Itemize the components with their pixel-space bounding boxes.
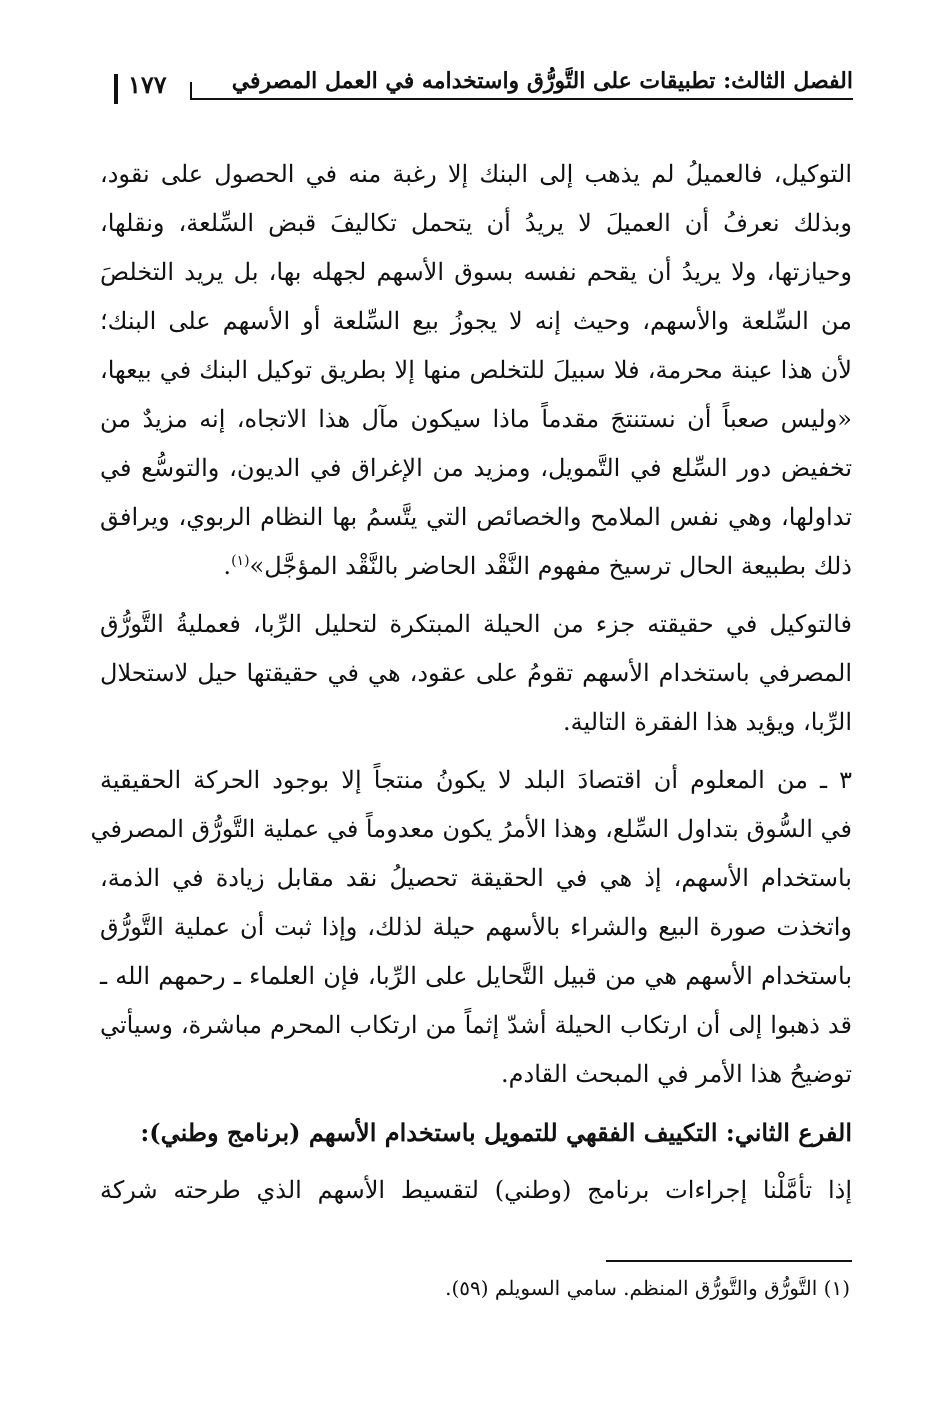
- text-line: باستخدام الأسهم هي من قبيل التَّحايل على الرِّبا، فإن العلماء ـ رحمهم الله ـ: [100, 962, 852, 990]
- paragraph-4: [100, 1166, 852, 1215]
- footnote-reference[interactable]: (١): [231, 553, 250, 569]
- page-number: ١٧٧: [128, 70, 167, 99]
- text-line-content: ذلك بطبيعة الحال ترسيخ مفهوم النَّقْد الحاضر بالنَّقْد المؤجَّل»: [249, 552, 852, 580]
- paragraph-1: [100, 150, 852, 591]
- text-line: لأن هذا عينة محرمة، فلا سبيلَ للتخلص منها إلا بطريق توكيل البنك في بيعها،: [100, 356, 852, 384]
- text-line: ٣ ـ من المعلوم أن اقتصادَ البلد لا يكونُ منتجاً إلا بوجود الحركة الحقيقية: [100, 766, 852, 794]
- header-rule: [190, 98, 853, 100]
- chapter-title: الفصل الثالث: تطبيقات على التَّورُّق واستخدامه في العمل المصرفي: [231, 68, 853, 94]
- sentence-end: .: [223, 552, 232, 580]
- text-line: تخفيض دور السِّلع في التَّمويل، ومزيد من الإغراق في الديون، والتوسُّع في: [100, 454, 852, 482]
- footnote-text: التَّورُّق والتَّورُّق المنظم. سامي السويلم (٥٩).: [445, 1276, 818, 1300]
- text-line: قد ذهبوا إلى أن ارتكاب الحيلة أشدّ إثماً من ارتكاب المحرم مباشرة، وسيأتي: [100, 1011, 852, 1039]
- text-line: تداولها، وهي نفس الملامح والخصائص التي يتَّسمُ بها النظام الربوي، ويرافق: [100, 503, 852, 531]
- footnote: [445, 1276, 850, 1300]
- text-line: من السِّلعة والأسهم، وحيث إنه لا يجوزُ بيع السِّلعة أو الأسهم على البنك؛: [100, 307, 852, 335]
- paragraph-3: [90, 756, 853, 1099]
- subheading-text: الفرع الثاني: التكييف الفقهي للتمويل باستخدام الأسهم (برنامج وطني):: [140, 1118, 852, 1147]
- text-line: التوكيل، فالعميلُ لم يذهب إلى البنك إلا رغبة منه في الحصول على نقود،: [100, 160, 852, 188]
- text-line: وبذلك نعرفُ أن العميلَ لا يريدُ أن يتحمل تكاليفَ قبض السِّلعة، ونقلها،: [100, 209, 852, 237]
- text-line: [100, 542, 852, 591]
- footnote-marker: (١): [823, 1276, 850, 1300]
- text-line: المصرفي باستخدام الأسهم تقومُ على عقود، هي في حقيقتها حيل لاستحلال: [100, 659, 852, 687]
- running-header: [108, 62, 853, 108]
- text-line: باستخدام الأسهم، إذ هي في الحقيقة تحصيلُ نقد مقابل زيادة في الذمة،: [100, 864, 852, 892]
- text-line: واتخذت صورة البيع والشراء بالأسهم حيلة لذلك، وإذا ثبت أن عملية التَّورُّق: [100, 913, 853, 941]
- page-number-bar: [114, 74, 118, 104]
- text-line: إذا تأمَّلْنا إجراءات برنامج (وطني) لتقسيط الأسهم الذي طرحته شركة: [100, 1176, 853, 1204]
- footnote-separator: [606, 1260, 852, 1262]
- text-line: في السُّوق بتداول السِّلع، وهذا الأمرُ يكون معدوماً في عملية التَّورُّق المصرفي: [90, 815, 852, 843]
- paragraph-2: [100, 600, 852, 747]
- text-line: وحيازتها، ولا يريدُ أن يقحم نفسه بسوق الأسهم لجهله بها، بل يريد التخلصَ: [100, 258, 852, 286]
- body-text: [90, 150, 853, 1224]
- text-line: الرِّبا، ويؤيد هذا الفقرة التالية.: [562, 708, 852, 736]
- text-line: فالتوكيل في حقيقته جزء من الحيلة المبتكرة لتحليل الرِّبا، فعمليةُ التَّورُّق: [100, 610, 852, 638]
- section-subheading: [100, 1108, 852, 1157]
- text-line: «وليس صعباً أن نستنتجَ مقدماً ماذا سيكون مآل هذا الاتجاه، إنه مزيدٌ من: [100, 405, 852, 433]
- text-line: توضيحُ هذا الأمر في المبحث القادم.: [501, 1060, 852, 1088]
